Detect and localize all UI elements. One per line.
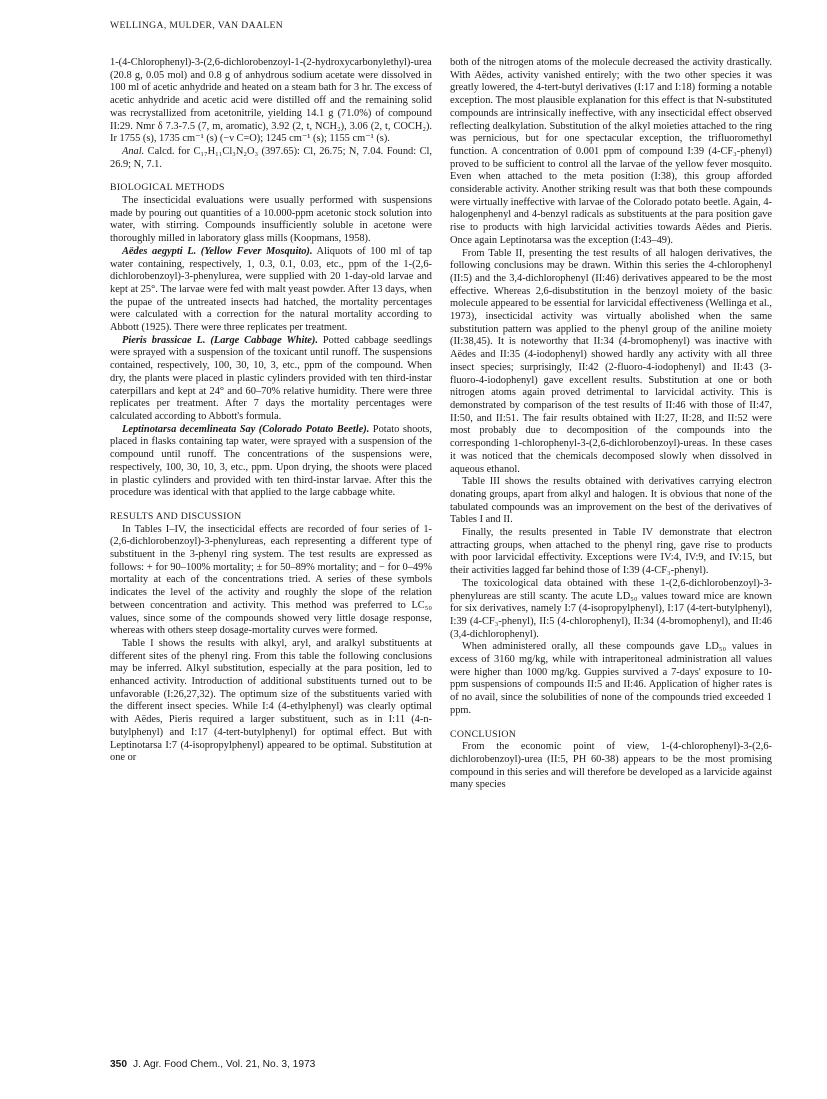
section-heading-biological-methods: BIOLOGICAL METHODS: [110, 182, 225, 194]
section-heading-results: RESULTS AND DISCUSSION: [110, 510, 242, 522]
page-number: 350: [110, 1059, 127, 1070]
running-head: WELLINGA, MULDER, VAN DAALEN: [110, 20, 284, 31]
right-column: [450, 57, 772, 792]
anal-label: Anal.: [122, 145, 145, 157]
conclusion-paragraph: From the economic point of view, 1-(4-chlorophenyl)-3-(2,6-dichlorobenzoyl)-urea (II:5, PH 60-38) appears to be the most promising compound in this series and will therefore be developed as a larvicide against many species: [450, 741, 773, 791]
analysis-paragraph: [110, 146, 432, 171]
pieris-paragraph: [110, 335, 432, 424]
results-paragraph-7: The toxicological data obtained with these 1-(2,6-dichlorobenzoyl)-3-phenylureas are still scanty. The acute LD₅₀ values toward mice are known for six derivatives, namely I:7 (4-isopropylphenyl), I:17 (4-tert-butylphenyl), I:39 (4-CF₃-phenyl), II:5 (4-chlorophenyl), II:34 (4-bromophenyl), and II:46 (3,4-dichlorophenyl).: [450, 577, 772, 640]
page-footer: [110, 1059, 315, 1070]
aedes-paragraph: [110, 246, 432, 335]
leptinotarsa-paragraph: [110, 424, 432, 500]
section-heading-conclusion: CONCLUSION: [450, 728, 517, 740]
leptinotarsa-text: Potato shoots, placed in flasks containing tap water, were sprayed with a suspension of the compound until runoff. The concentrations of the suspensions were, respectively, 100, 30, 10, 3, etc., ppm. Upon drying, the shoots were placed in plastic cylinders and provided with ten third-instar larvae. After this the procedure was identical with that applied to the large cabbage white.: [110, 423, 432, 499]
aedes-label: Aëdes aegypti L. (Yellow Fever Mosquito).: [122, 245, 313, 257]
results-paragraph-4: From Table II, presenting the test results of all halogen derivatives, the following conclusions may be drawn. Within this series the 4-chlorophenyl (II:5) and the 3,4-dichlorophenyl (II:46) derivatives appeared to be the most effective. Whereas 2,6-disubstitution in the benzoyl moiety of the basic molecule appeared to be essential for larvicidal effectiveness (Wellinga et al., 1973), insecticidal activity was virtually abolished when the same substitution pattern was applied to the phenyl group of the aniline moiety (II:38,45). It is noteworthy that II:34 (4-bromophenyl) was inactive with Aëdes and II:35 (4-iodophenyl) showed hardly any activity with all three insect species; surprisingly, II:42 (2-fluoro-4-iodophenyl) and II:43 (3-fluoro-4-iodophenyl) gave excellent results. Substitution at one or both nitrogen atoms again proved detrimental to larvicidal activity. This is demonstrated by comparison of the test results of II:46 with those of II:47, II:50, and II:51. The fair results obtained with II:27, II:28, and II:52 were most probably due to decomposition of the compounds into the corresponding 1-chlorophenyl-3-(2,6-dichlorobenzoyl)-ureas. In these cases it was noticed that the chemicals decomposed slowly when dissolved in aqueous ethanol.: [450, 247, 772, 475]
results-paragraph-5: Table III shows the results obtained with derivatives carrying electron donating groups, apart from alkyl and halogen. It is obvious that none of the tabulated compounds was an improvement on the best of the derivatives of Tables I and II.: [450, 476, 772, 526]
pieris-text: Potted cabbage seedlings were sprayed with a suspension of the toxicant until runoff. The suspensions contained, respectively, 100, 30, 10, 3, etc., ppm of the compound. When dry, the plants were placed in plastic cylinders provided with ten third-instar caterpillars and kept at 24° and 60–70% relative humidity. There were three replicates per treatment. After 7 days the mortality percentages were calculated according to Abbott's formula.: [110, 334, 432, 422]
pieris-label: Pieris brassicae L. (Large Cabbage White).: [122, 334, 318, 346]
left-column: [110, 57, 432, 765]
results-paragraph-6: Finally, the results presented in Table IV demonstrate that electron attracting groups, when attached to the phenyl ring, gave rise to products with poor larvicidal effectivity. Exceptions were IV:4, IV:9, and IV:15, but their activities lagged far behind those of I:39 (4-CF₃-phenyl).: [450, 527, 772, 577]
journal-citation: J. Agr. Food Chem., Vol. 21, No. 3, 1973: [133, 1059, 316, 1070]
methods-paragraph: The insecticidal evaluations were usually performed with suspensions made by pouring out quantities of a 10.000-ppm acetonic stock solution into water, with stirring. Compounds insufficiently soluble in acetone were thoroughly milled in laboratory glass mills (Koopmans, 1958).: [110, 195, 432, 245]
leptinotarsa-label: Leptinotarsa decemlineata Say (Colorado Potato Beetle).: [122, 423, 370, 435]
synthesis-paragraph: 1-(4-Chlorophenyl)-3-(2,6-dichlorobenzoyl-1-(2-hydroxycarbonylethyl)-urea (20.8 g, 0.05 mol) and 0.8 g of anhydrous sodium acetate were dissolved in 100 ml of acetic anhydride and heated on a steam bath for 3 hr. The excess of acetic anhydride and acetic acid were distilled off and the remaining solid was recrystallized from acetonitrile, yielding 14.1 g (71.0%) of compound II:29. Nmr δ 7.3-7.5 (7, m, aromatic), 3.92 (2, t, NCH₂), 3.06 (2, t, COCH₂). Ir 1755 (s), 1735 cm⁻¹ (s) (−ν C=O); 1245 cm⁻¹ (s); 1155 cm⁻¹ (s).: [110, 57, 432, 145]
results-paragraph-2: Table I shows the results with alkyl, aryl, and aralkyl substituents at different sites of the phenyl ring. From this table the following conclusions may be inferred. Alkyl substitution, especially at the para position, led to enhanced activity. Introduction of additional substituents turned out to be unfavorable (I:26,27,32). The optimum size of the substituents varied with the different insect species. While I:4 (4-ethylphenyl) was clearly optimal with Aëdes, Pieris required a larger substituent, such as in I:11 (4-n-butylphenyl) and I:17 (4-tert-butylphenyl) for optimal effect. But with Leptinotarsa I:7 (4-isopropylphenyl) appeared to be optimal. Substitution at one or: [110, 637, 432, 764]
analysis-text: Calcd. for C₁₇H₁₁Cl₃N₂O₃ (397.65): Cl, 26.75; N, 7.04. Found: Cl, 26.9; N, 7.1.: [110, 145, 432, 170]
aedes-text: Aliquots of 100 ml of tap water containing, respectively, 1, 0.3, 0.1, 0.03, etc., ppm of the 1-(2,6-dichlorobenzoyl)-3-phenylurea, were supplied with 20 1-day-old larvae and kept at 25°. The larvae were fed with malt yeast powder. After 13 days, when the pupae of the untreated insects had hatched, the mortality percentages were calculated with a correction for the natural mortality according to Abbott (1925). There were three replicates per treatment.: [110, 245, 432, 334]
results-paragraph-3: both of the nitrogen atoms of the molecule decreased the activity drastically. With Aëdes, activity vanished entirely; with the two other species it was greatly lowered, the 4-tert-butyl derivatives (I:17 and I:18) forming a notable exception. The most plausible explanation for this effect is that N-substituted compounds are intrinsically ineffective, with any insecticidal effect observed reflecting dealkylation. Substitution of the alkyl moieties attached to the ring was pernicious, but for one spectacular exception, the trifluoromethyl function. A concentration of 0.001 ppm of compound I:39 (4-CF₃-phenyl) proved to be sufficient to control all the larvae of the yellow fever mosquito. Even when attached to the meta position (I:38), this group afforded considerable activity. Another striking result was that both these compounds were virtually ineffective with larvae of the Colorado potato beetle. Again, 4-halogenphenyl and 4-benzyl radicals as substituents at the para position gave rise to products with high larvicidal activities towards Aëdes and Pieris. Once again Leptinotarsa was the exception (I:43–49).: [450, 57, 772, 246]
results-paragraph-8: When administered orally, all these compounds gave LD₅₀ values in excess of 3160 mg/kg, while with intraperitoneal administration all values were higher than 1000 mg/kg. Guppies survived a 7-days' exposure to 10-ppm suspensions of compounds II:5 and II:46. Application of higher rates is of no avail, since the solubilities of none of the compounds tried exceeded 1 ppm.: [450, 641, 772, 716]
results-paragraph-1: In Tables I–IV, the insecticidal effects are recorded of four series of 1-(2,6-dichlorobenzoyl)-3-phenylureas, each representing a different type of substituent in the 3-phenyl ring system. The test results are expressed as follows: + for 90–100% mortality; ± for 50–89% mortality; and − for 0–49% mortality at each of the concentrations tried. A series of these symbols indicates the level of the activity and roughly the slope of the relation between concentration and activity. This method was preferred to LC₅₀ values, since some of the compounds showed very little dosage response, whereas with others steep dosage-mortality curves were formed.: [110, 523, 432, 637]
